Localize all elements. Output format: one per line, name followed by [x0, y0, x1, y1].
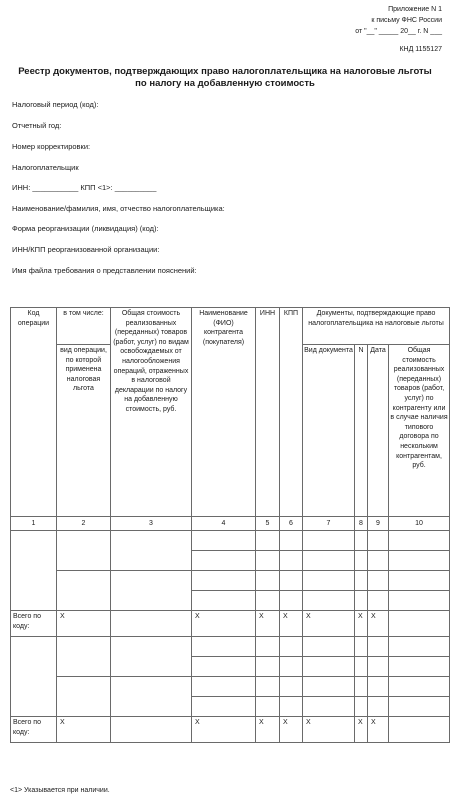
x-mark: X	[192, 717, 256, 743]
cell[interactable]	[355, 531, 368, 551]
cell[interactable]	[355, 591, 368, 611]
header-including: в том числе:	[57, 308, 111, 345]
x-mark: X	[280, 611, 303, 637]
x-mark: X	[303, 717, 355, 743]
cell[interactable]	[355, 637, 368, 657]
cell[interactable]	[280, 677, 303, 697]
cell[interactable]	[389, 551, 450, 571]
cell[interactable]	[280, 531, 303, 551]
col-number: 5	[256, 517, 280, 531]
cell[interactable]	[303, 591, 355, 611]
cell-total-value[interactable]	[111, 611, 192, 637]
cell[interactable]	[256, 551, 280, 571]
cell[interactable]	[280, 657, 303, 677]
appendix-line-2: к письму ФНС России	[371, 17, 442, 24]
header-document-number: N	[355, 345, 368, 517]
header-document-kind: Вид документа	[303, 345, 355, 517]
cell[interactable]	[368, 637, 389, 657]
cell[interactable]	[280, 697, 303, 717]
cell[interactable]	[280, 571, 303, 591]
cell[interactable]	[389, 697, 450, 717]
cell-total-value[interactable]	[389, 717, 450, 743]
cell[interactable]	[256, 697, 280, 717]
field-tax-period: Налоговый период (код):	[12, 100, 99, 109]
cell[interactable]	[368, 571, 389, 591]
field-request-file-name: Имя файла требования о представлении пояснений:	[12, 266, 197, 275]
appendix-line-3: от "__" _____ 20__ г. N ___	[355, 28, 442, 35]
document-title: Реестр документов, подтверждающих право налогоплательщика на налоговые льготы по налогу на добавленную стоимость	[18, 66, 432, 89]
cell[interactable]	[368, 657, 389, 677]
cell[interactable]	[192, 531, 256, 551]
cell[interactable]	[389, 571, 450, 591]
header-document-date: Дата	[368, 345, 389, 517]
knd-code: КНД 1155127	[399, 46, 442, 53]
header-kpp: КПП	[280, 308, 303, 517]
cell[interactable]	[192, 677, 256, 697]
appendix-header	[355, 4, 442, 37]
field-reorganized-inn-kpp: ИНН/КПП реорганизованной организации:	[12, 245, 160, 254]
cell-operation-code[interactable]	[11, 531, 57, 611]
cell[interactable]	[303, 531, 355, 551]
cell-operation-kind[interactable]	[57, 677, 111, 717]
col-number: 9	[368, 517, 389, 531]
cell[interactable]	[355, 551, 368, 571]
field-reorganization-form: Форма реорганизации (ликвидация) (код):	[12, 224, 159, 233]
cell[interactable]	[355, 697, 368, 717]
header-operation-kind: вид операции, по которой применена налоговая льгота	[57, 345, 111, 517]
cell[interactable]	[256, 677, 280, 697]
header-counterparty: Наименование (ФИО) контрагента (покупателя)	[192, 308, 256, 517]
cell[interactable]	[389, 677, 450, 697]
cell[interactable]	[192, 551, 256, 571]
cell[interactable]	[355, 677, 368, 697]
col-number: 10	[389, 517, 450, 531]
x-mark: X	[355, 611, 368, 637]
col-number: 3	[111, 517, 192, 531]
appendix-line-1: Приложение N 1	[388, 6, 442, 13]
cell[interactable]	[192, 571, 256, 591]
x-mark: X	[57, 717, 111, 743]
header-documents: Документы, подтверждающие право налогоплательщика на налоговые льготы	[303, 308, 450, 345]
x-mark: X	[256, 611, 280, 637]
total-label: Всего по коду:	[11, 611, 57, 637]
cell[interactable]	[368, 531, 389, 551]
cell-operation-kind[interactable]	[57, 637, 111, 677]
x-mark: X	[355, 717, 368, 743]
header-operation-code: Код операции	[11, 308, 57, 517]
cell[interactable]	[389, 591, 450, 611]
total-row	[11, 717, 450, 743]
col-number: 1	[11, 517, 57, 531]
cell[interactable]	[280, 551, 303, 571]
col-number: 2	[57, 517, 111, 531]
cell[interactable]	[303, 571, 355, 591]
cell[interactable]	[368, 697, 389, 717]
cell[interactable]	[280, 591, 303, 611]
x-mark: X	[57, 611, 111, 637]
x-mark: X	[192, 611, 256, 637]
header-total-cost: Общая стоимость реализованных (переданных) товаров (работ, услуг) по видам освобождаемых от налогообложения операций, отраженных в налоговой декларации по налогу на добавленную стоимость, руб.	[111, 308, 192, 517]
x-mark: X	[368, 611, 389, 637]
cell[interactable]	[192, 697, 256, 717]
total-row	[11, 611, 450, 637]
col-number: 6	[280, 517, 303, 531]
x-mark: X	[368, 717, 389, 743]
cell[interactable]	[389, 637, 450, 657]
cell[interactable]	[303, 637, 355, 657]
header-document-total: Общая стоимость реализованных (переданных) товаров (работ, услуг) по контрагенту или в случае наличия типового договора по нескольким контрагентам, руб.	[389, 345, 450, 517]
cell[interactable]	[256, 637, 280, 657]
footnote: <1> Указывается при наличии.	[10, 787, 110, 794]
cell[interactable]	[303, 657, 355, 677]
field-taxpayer-name: Наименование/фамилия, имя, отчество налогоплательщика:	[12, 204, 225, 213]
cell[interactable]	[256, 571, 280, 591]
table-row	[11, 677, 450, 697]
cell-operation-kind[interactable]	[57, 531, 111, 571]
cell[interactable]	[192, 637, 256, 657]
cell-total-cost[interactable]	[111, 677, 192, 717]
table-row	[11, 531, 450, 551]
cell-total-cost[interactable]	[111, 571, 192, 611]
col-number: 7	[303, 517, 355, 531]
field-correction-number: Номер корректировки:	[12, 142, 91, 151]
header-row-1	[11, 308, 450, 345]
field-taxpayer: Налогоплательщик	[12, 163, 79, 172]
column-numbers-row	[11, 517, 450, 531]
cell[interactable]	[368, 551, 389, 571]
table-row	[11, 637, 450, 657]
cell-total-value[interactable]	[389, 611, 450, 637]
cell[interactable]	[389, 531, 450, 551]
cell[interactable]	[256, 591, 280, 611]
cell[interactable]	[368, 591, 389, 611]
cell[interactable]	[192, 591, 256, 611]
col-number: 4	[192, 517, 256, 531]
x-mark: X	[280, 717, 303, 743]
cell[interactable]	[192, 657, 256, 677]
cell[interactable]	[389, 657, 450, 677]
cell-operation-code[interactable]	[11, 637, 57, 717]
cell[interactable]	[256, 657, 280, 677]
field-inn-kpp: ИНН: ___________ КПП <1>: __________	[12, 183, 157, 192]
cell-total-cost[interactable]	[111, 637, 192, 677]
cell-total-cost[interactable]	[111, 531, 192, 571]
cell[interactable]	[303, 551, 355, 571]
cell[interactable]	[355, 657, 368, 677]
cell-total-value[interactable]	[111, 717, 192, 743]
header-inn: ИНН	[256, 308, 280, 517]
cell[interactable]	[303, 697, 355, 717]
field-report-year: Отчетный год:	[12, 121, 62, 130]
cell[interactable]	[303, 677, 355, 697]
table-row	[11, 571, 450, 591]
col-number: 8	[355, 517, 368, 531]
x-mark: X	[256, 717, 280, 743]
cell[interactable]	[355, 571, 368, 591]
cell[interactable]	[256, 531, 280, 551]
total-label: Всего по коду:	[11, 717, 57, 743]
cell[interactable]	[368, 677, 389, 697]
cell[interactable]	[280, 637, 303, 657]
x-mark: X	[303, 611, 355, 637]
cell-operation-kind[interactable]	[57, 571, 111, 611]
register-table	[10, 307, 450, 743]
